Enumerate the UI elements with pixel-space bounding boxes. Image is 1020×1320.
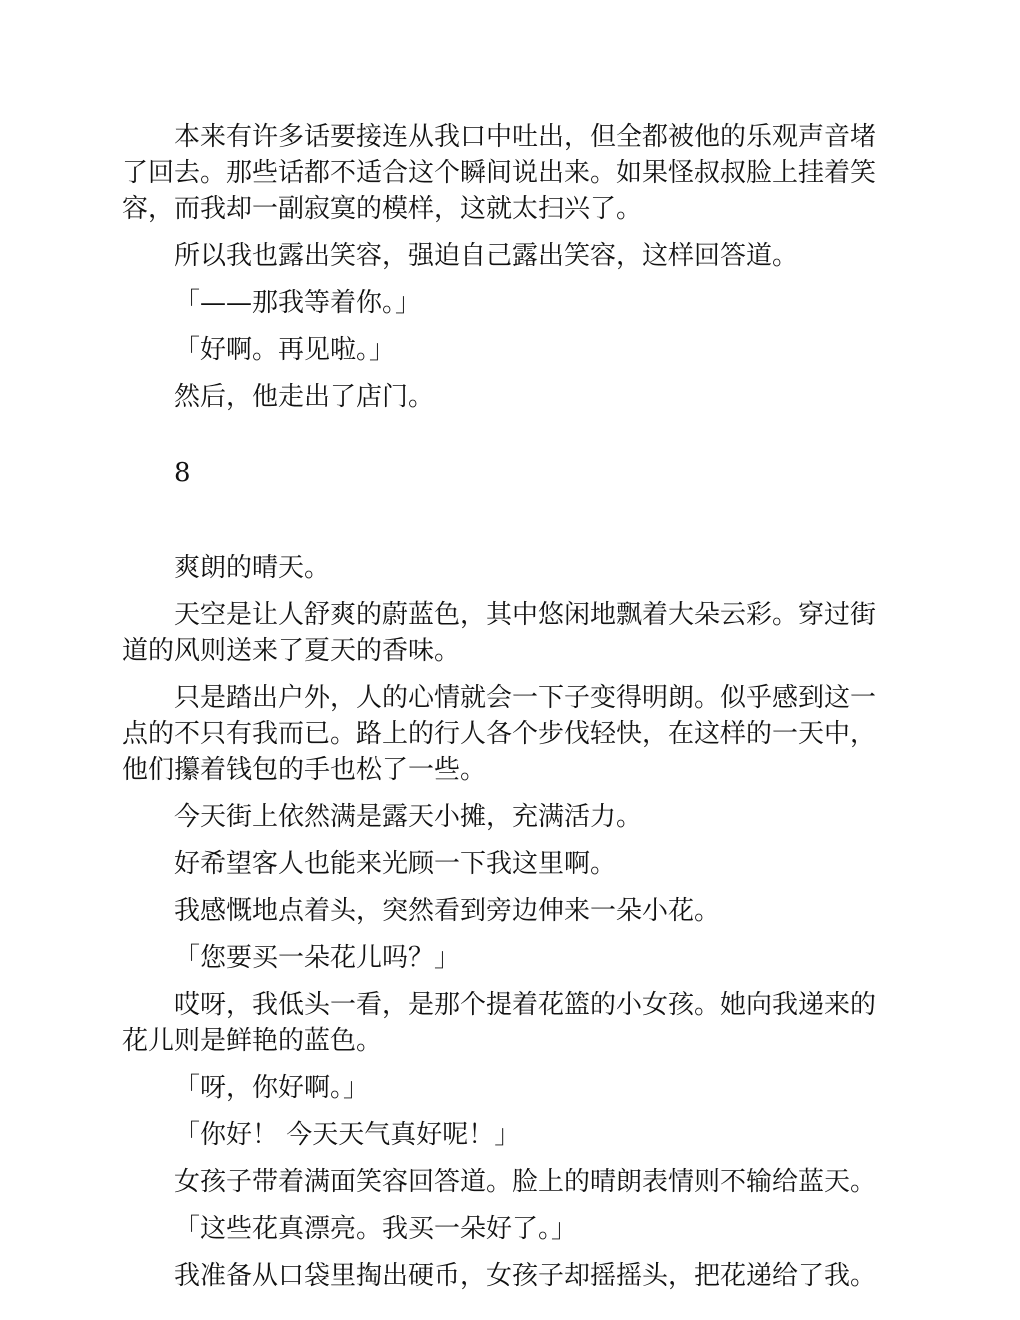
paragraph: 爽朗的晴天。 [174, 553, 331, 583]
paragraph: 今天街上依然满是露天小摊，充满活力。 [174, 802, 643, 832]
paragraph: 我准备从口袋里掏出硬币，女孩子却摇摇头，把花递给了我。 [174, 1261, 877, 1291]
dialogue-line: 「您要买一朵花儿吗？」 [174, 943, 461, 973]
dialogue-line: 「你好！ 今天天气真好呢！」 [174, 1120, 521, 1150]
dialogue-line: 「——那我等着你。」 [174, 288, 422, 318]
paragraph: 所以我也露出笑容，强迫自己露出笑容，这样回答道。 [174, 241, 799, 271]
paragraph: 好希望客人也能来光顾一下我这里啊。 [174, 849, 617, 879]
dialogue-line: 「呀，你好啊。」 [174, 1073, 370, 1103]
paragraph: 只是踏出户外，人的心情就会一下子变得明朗。似乎感到这一点的不只有我而已。路上的行人各个步伐轻快，在这样的一天中，他们攥着钱包的手也松了一些。 [122, 683, 877, 785]
paragraph: 天空是让人舒爽的蔚蓝色，其中悠闲地飘着大朵云彩。穿过街道的风则送来了夏天的香味。 [122, 600, 877, 666]
paragraph: 我感慨地点着头，突然看到旁边伸来一朵小花。 [174, 896, 721, 926]
dialogue-line: 「这些花真漂亮。我买一朵好了。」 [174, 1214, 578, 1244]
paragraph: 然后，他走出了店门。 [174, 382, 435, 412]
paragraph: 女孩子带着满面笑容回答道。脸上的晴朗表情则不输给蓝天。 [174, 1167, 877, 1197]
dialogue-line: 「好啊。再见啦。」 [174, 335, 396, 365]
section-number: 8 [174, 458, 191, 488]
document-page [122, 119, 900, 1305]
paragraph: 哎呀，我低头一看，是那个提着花篮的小女孩。她向我递来的花儿则是鲜艳的蓝色。 [122, 990, 877, 1056]
paragraph: 本来有许多话要接连从我口中吐出，但全都被他的乐观声音堵了回去。那些话都不适合这个瞬间说出来。如果怪叔叔脸上挂着笑容，而我却一副寂寞的模样，这就太扫兴了。 [122, 122, 877, 224]
